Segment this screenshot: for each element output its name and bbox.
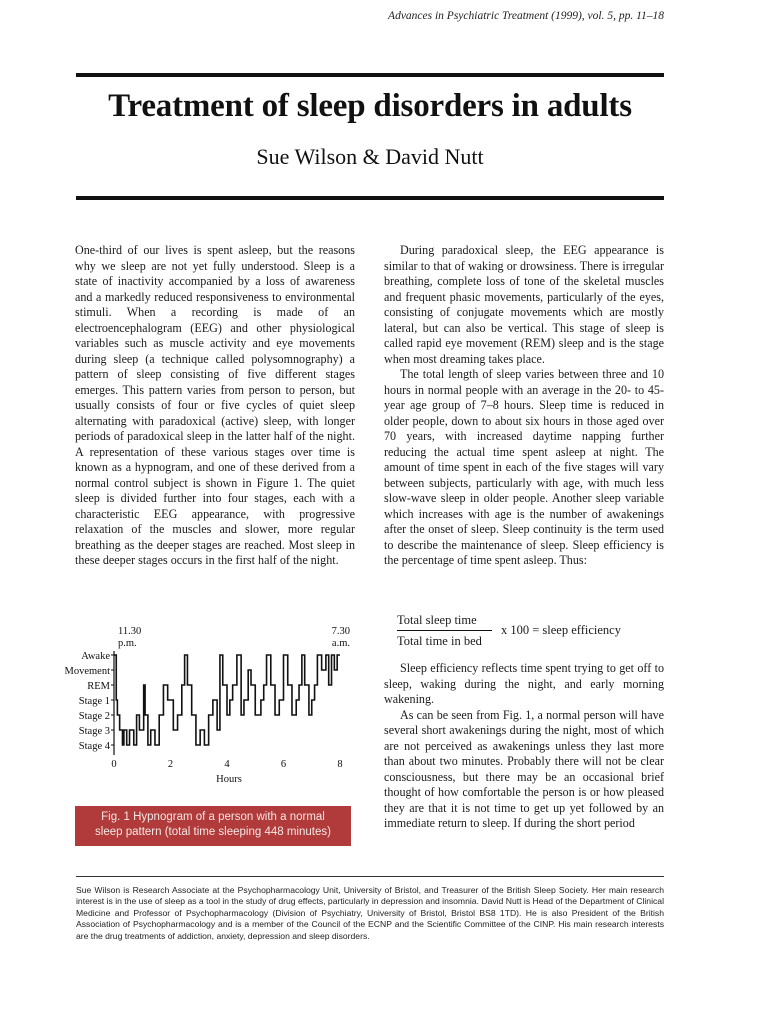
journal-citation: Advances in Psychiatric Treatment (1999), vol. 5, pp. 11–18 <box>388 10 664 22</box>
formula-numerator: Total sleep time <box>397 613 492 631</box>
stage-label: Stage 1 <box>78 696 110 707</box>
top-rule <box>76 73 664 77</box>
stage-label: Awake <box>81 651 110 662</box>
stage-label: Stage 4 <box>78 741 110 752</box>
paragraph: During paradoxical sleep, the EEG appearance is similar to that of waking or drowsiness. There is irregular breathing, complete loss of tone of the skeletal muscles and frequent phasic movements, particularly of the eyes, consisting of conjugate movements which are mostly lateral, but can also be vertical. This stage of sleep is called rapid eye movement (REM) sleep and is the stage when most dreaming takes place. <box>384 243 664 366</box>
header-bottom-rule <box>76 196 664 200</box>
end-time-label: 7.30 <box>331 626 350 637</box>
sleep-efficiency-formula <box>397 613 667 653</box>
left-column <box>75 243 355 569</box>
hypnogram-chart <box>58 622 358 782</box>
x-axis-label: Hours <box>216 774 242 782</box>
right-column-continued <box>384 661 664 832</box>
caption-line: Fig. 1 Hypnogram of a person with a normal <box>101 811 325 823</box>
footnote-rule <box>76 876 664 877</box>
x-tick-label: 8 <box>337 759 343 770</box>
formula-fraction <box>397 613 492 649</box>
start-time-label: p.m. <box>118 638 137 649</box>
x-tick-label: 0 <box>111 759 117 770</box>
paragraph: The total length of sleep varies between three and 10 hours in normal people with an average in the 20- to 45-year age group of 7–8 hours. Sleep time is reduced in older people, down to about six hours in those aged over 70 years, with increased daytime napping further reducing the actual time spent asleep at night. The amount of time spent in each of the five stages will vary between subjects, particularly with age, with much less slow-wave sleep in older people. Another sleep variable which increases with age is the number of awakenings after the onset of sleep. Sleep continuity is the term used to describe the maintenance of sleep. Sleep efficiency is the percentage of time spent asleep. Thus: <box>384 367 664 567</box>
stage-label: REM <box>87 681 110 692</box>
paragraph: Sleep efficiency reflects time spent trying to get off to sleep, waking during the night, and early morning wakening. <box>384 661 664 706</box>
stage-label: Movement <box>64 666 110 677</box>
figure-caption <box>75 806 351 846</box>
stage-label: Stage 3 <box>78 726 110 737</box>
article-authors: Sue Wilson & David Nutt <box>256 144 484 169</box>
hypnogram-series-line <box>114 655 340 745</box>
formula-result: x 100 = sleep efficiency <box>501 623 621 637</box>
x-tick-label: 2 <box>167 759 174 770</box>
x-tick-label: 6 <box>280 759 287 770</box>
article-title: Treatment of sleep disorders in adults <box>108 88 632 124</box>
x-tick-label: 4 <box>224 759 230 770</box>
caption-line: sleep pattern (total time sleeping 448 minutes) <box>95 826 331 838</box>
author-footnote: Sue Wilson is Research Associate at the Psychopharmacology Unit, University of Bristol, and Treasurer of the British Sleep Society. Her main research interest is in the use of sleep as a tool in the study of drug effects, particularly in depression and insomnia. David Nutt is Head of the Department of Clinical Medicine and Professor of Psychopharmacology (Division of Psychiatry, University of Bristol, Bristol BS8 1TD). He is also President of the British Association of Psychopharmacology and is a member of the Council of the ECNP and the Scientific Committee of the CINP. His main research interests are the drug treatments of addiction, anxiety, depression and sleep disorders. <box>76 885 664 941</box>
paragraph: One-third of our lives is spent asleep, but the reasons why we sleep are not yet fully understood. Sleep is a state of inactivity accompanied by a loss of awareness and a markedly reduced responsiveness to environmental stimuli. When a recording is made of an electroencephalogram (EEG) and other physiological variables such as muscle activity and eye movements during sleep (a technique called polysomnography) a pattern of sleep consisting of five different stages emerges. This pattern varies from person to person, but usually consists of four or five cycles of quiet sleep alternating with paradoxical (active) sleep, with longer periods of paradoxical sleep in the latter half of the night. A representation of these various stages over time is known as a hypnogram, and one of these derived from a normal control subject is shown in Figure 1. The quiet sleep is divided further into four stages, each with a characteristic EEG appearance, with progressive relaxation of the muscles and slower, more regular breathing as the deeper stages are reached. Most sleep in these deeper stages occurs in the first half of the night. <box>75 243 355 567</box>
end-time-label: a.m. <box>331 638 350 649</box>
stage-label: Stage 2 <box>78 711 110 722</box>
start-time-label: 11.30 <box>118 626 142 637</box>
formula-denominator: Total time in bed <box>397 634 482 648</box>
paragraph: As can be seen from Fig. 1, a normal person will have several short awakenings during the night, most of which are not perceived as awakenings unless they last more than about two minutes. Probably there will not be clear consciousness, but there may be an occasional brief thought of how comfortable the person is or how pleased they are that it is not time to get up yet followed by an immediate return to sleep. If during the short period <box>384 707 664 830</box>
right-column <box>384 243 664 569</box>
hypnogram-figure <box>58 622 358 782</box>
